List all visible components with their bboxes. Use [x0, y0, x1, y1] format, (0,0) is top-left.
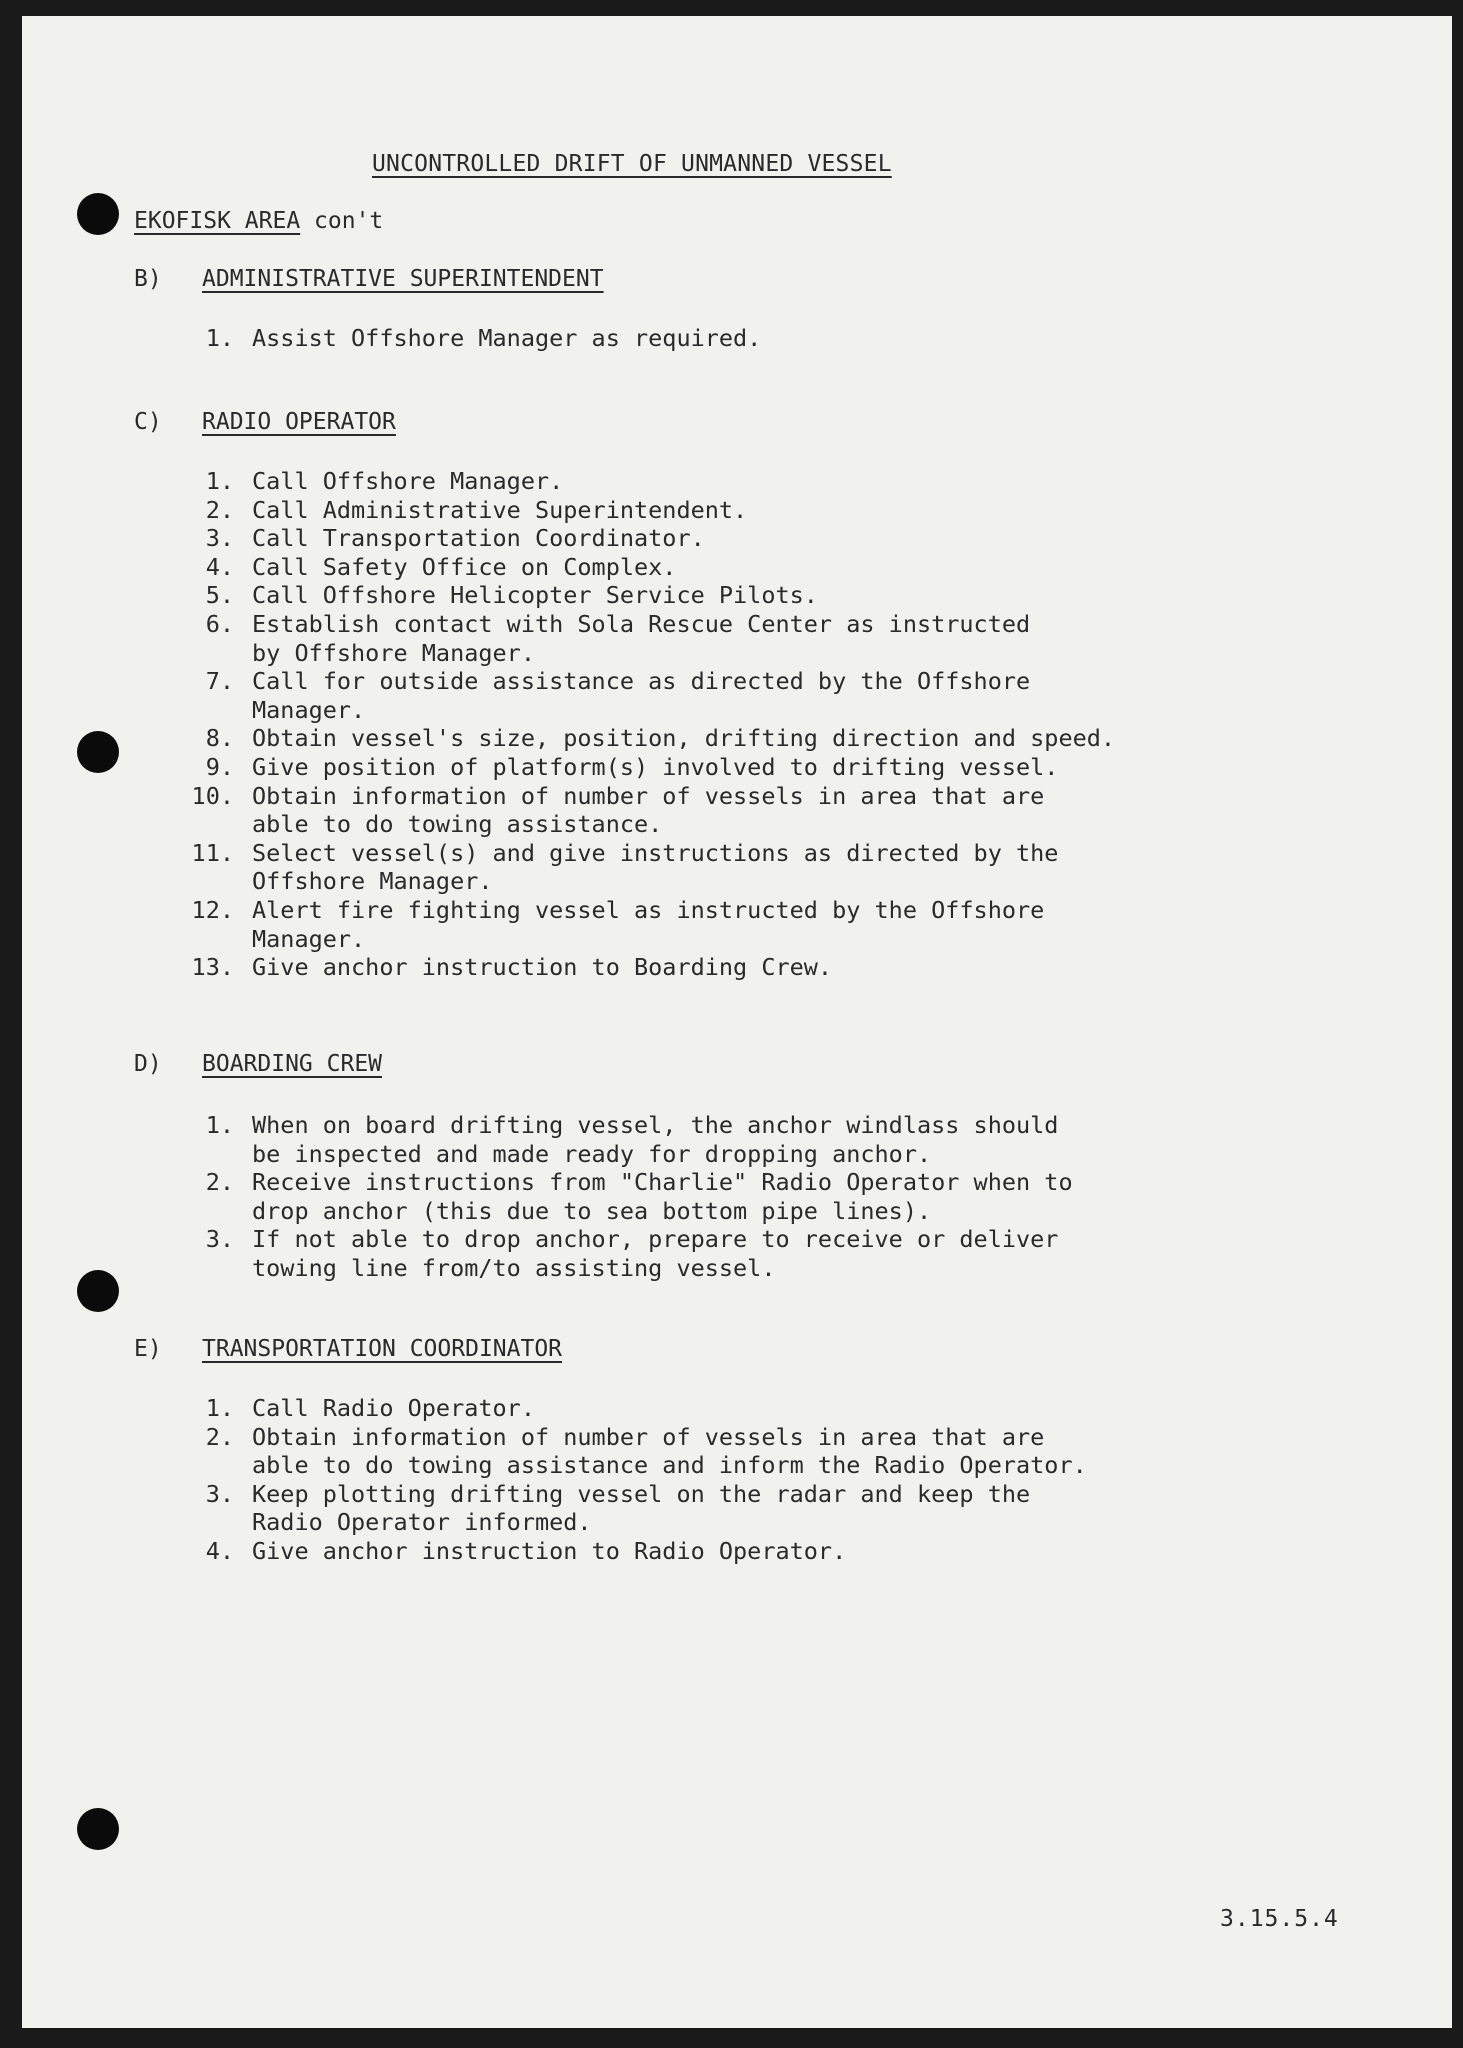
punch-hole-3: [77, 1270, 119, 1312]
list-item: [182, 467, 1115, 496]
list-item: [182, 953, 1115, 982]
list-item: [182, 782, 1115, 839]
section-letter: E): [134, 1336, 162, 1362]
item-text: Receive instructions from "Charlie" Radio Operator when to drop anchor (this due to sea bottom pipe lines).: [252, 1168, 1073, 1225]
list-item: [182, 896, 1115, 953]
item-text: Call Offshore Helicopter Service Pilots.: [252, 581, 818, 610]
section-letter: D): [134, 1051, 162, 1077]
list-item: [182, 667, 1115, 724]
punch-hole-2: [77, 731, 119, 773]
list-item: [182, 1480, 1087, 1537]
list-item: [182, 753, 1115, 782]
list-item: [182, 553, 1115, 582]
page-number: 3.15.5.4: [1220, 1906, 1339, 1932]
list-item: [182, 839, 1115, 896]
item-text: Establish contact with Sola Rescue Center as instructed by Offshore Manager.: [252, 609, 1031, 667]
item-text: Obtain information of number of vessels in area that are able to do towing assistance and inform the Radio Operator.: [252, 1422, 1087, 1480]
list-item: [182, 724, 1115, 753]
item-text: Keep plotting drifting vessel on the radar and keep the Radio Operator informed.: [252, 1479, 1031, 1537]
item-number: 1.: [205, 1394, 234, 1422]
item-text: Give anchor instruction to Boarding Crew.: [252, 953, 833, 982]
item-text: Select vessel(s) and give instructions as directed by the Offshore Manager.: [252, 838, 1059, 896]
item-number: 2.: [205, 1168, 234, 1197]
document-title: UNCONTROLLED DRIFT OF UNMANNED VESSEL: [372, 151, 892, 177]
item-number: 5.: [205, 581, 234, 610]
item-number: 3.: [205, 1479, 234, 1508]
item-number: 13.: [191, 953, 234, 982]
section-e-list: [182, 1394, 1087, 1566]
section-b-heading: [134, 266, 604, 292]
section-d-heading: [134, 1051, 382, 1077]
item-text: Give position of platform(s) involved to drifting vessel.: [252, 752, 1059, 781]
item-text: Obtain vessel's size, position, drifting direction and speed.: [252, 724, 1116, 753]
section-letter: B): [134, 266, 162, 292]
item-number: 2.: [205, 1422, 234, 1451]
item-number: 3.: [205, 524, 234, 553]
section-d-list: [182, 1111, 1073, 1283]
list-item: [182, 324, 761, 353]
item-text: Call Administrative Superintendent.: [252, 495, 748, 524]
item-text: Call Transportation Coordinator.: [252, 524, 705, 553]
list-item: [182, 1168, 1073, 1225]
section-title: TRANSPORTATION COORDINATOR: [202, 1336, 563, 1362]
list-item: [182, 1225, 1073, 1282]
list-item: [182, 1423, 1087, 1480]
list-item: [182, 1537, 1087, 1566]
list-item: [182, 1394, 1087, 1423]
section-c-list: [182, 467, 1115, 982]
item-text: When on board drifting vessel, the anchor windlass should be inspected and made ready for dropping anchor.: [252, 1111, 1059, 1168]
section-b-list: [182, 324, 761, 353]
item-text: Call for outside assistance as directed by the Offshore Manager.: [252, 667, 1031, 724]
item-number: 12.: [191, 895, 234, 924]
list-item: [182, 1111, 1073, 1168]
punch-hole-4: [77, 1808, 119, 1850]
section-letter: C): [134, 409, 162, 435]
list-item: [182, 581, 1115, 610]
item-number: 3.: [205, 1225, 234, 1254]
section-e-heading: [134, 1336, 562, 1362]
item-text: Give anchor instruction to Radio Operator.: [252, 1536, 847, 1565]
item-number: 1.: [205, 1111, 234, 1139]
item-number: 10.: [191, 781, 234, 810]
item-text: If not able to drop anchor, prepare to receive or deliver towing line from/to assisting vessel.: [252, 1225, 1059, 1282]
item-text: Assist Offshore Manager as required.: [252, 324, 762, 352]
item-text: Alert fire fighting vessel as instructed by the Offshore Manager.: [252, 895, 1045, 953]
item-text: Call Radio Operator.: [252, 1394, 535, 1422]
area-suffix: con't: [314, 208, 384, 234]
document-page: [22, 16, 1452, 2028]
item-number: 9.: [205, 752, 234, 781]
section-c-heading: [134, 409, 396, 435]
area-heading: [134, 208, 383, 234]
item-text: Obtain information of number of vessels in area that are able to do towing assistance.: [252, 781, 1045, 839]
area-name: EKOFISK AREA: [134, 208, 301, 234]
section-title: RADIO OPERATOR: [202, 409, 396, 435]
section-title: BOARDING CREW: [202, 1051, 383, 1077]
item-number: 1.: [205, 467, 234, 495]
item-number: 11.: [191, 838, 234, 867]
item-number: 7.: [205, 667, 234, 696]
punch-hole-1: [77, 193, 119, 235]
item-number: 4.: [205, 1536, 234, 1565]
section-title: ADMINISTRATIVE SUPERINTENDENT: [202, 266, 604, 292]
item-number: 2.: [205, 495, 234, 524]
item-number: 4.: [205, 552, 234, 581]
list-item: [182, 496, 1115, 525]
item-text: Call Safety Office on Complex.: [252, 552, 677, 581]
item-text: Call Offshore Manager.: [252, 467, 564, 495]
item-number: 1.: [205, 324, 234, 352]
list-item: [182, 524, 1115, 553]
item-number: 8.: [205, 724, 234, 753]
list-item: [182, 610, 1115, 667]
item-number: 6.: [205, 609, 234, 638]
